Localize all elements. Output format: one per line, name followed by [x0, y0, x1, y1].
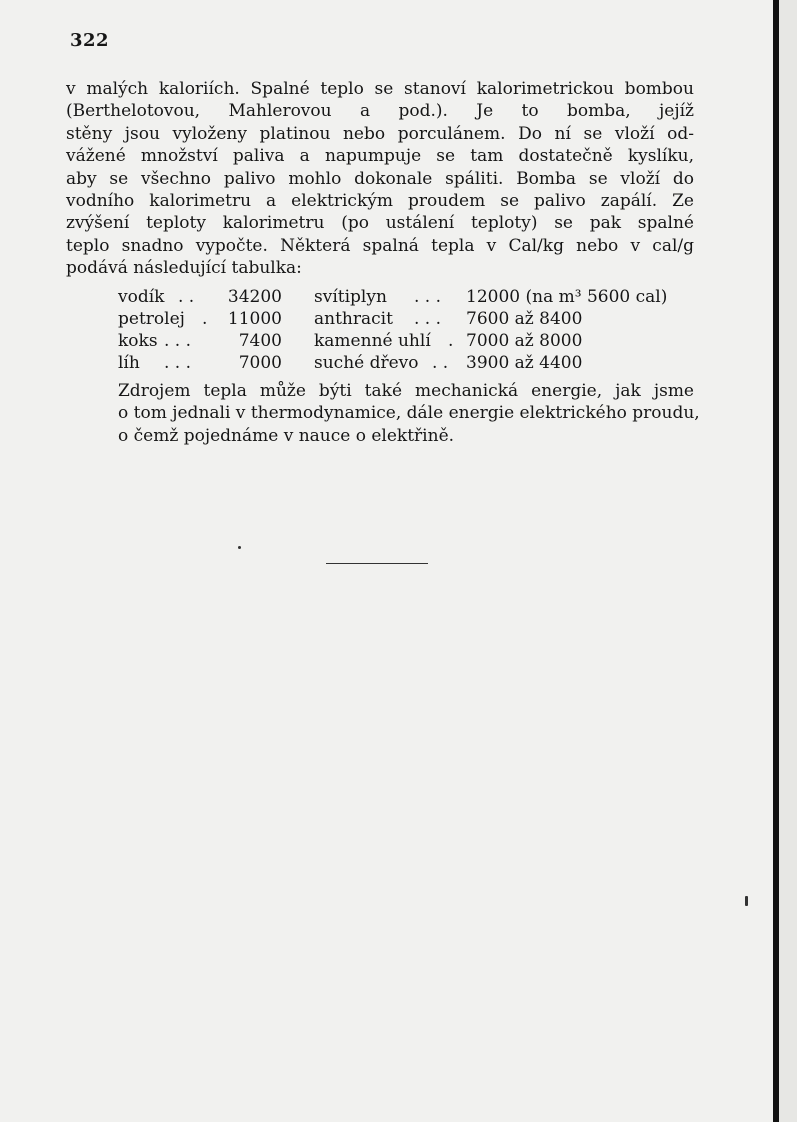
fuel-value: 7400: [238, 331, 282, 351]
fuel-value: 7600 až 8400: [466, 309, 583, 329]
text-line: (Berthelotovou, Mahlerovou a pod.). Je to bomba, jejíž: [66, 101, 694, 122]
print-speck: [745, 896, 748, 906]
leader-dots: .: [448, 331, 454, 351]
text-line: o tom jednali v thermodynamice, dále energie elektrického proudu,: [118, 403, 700, 424]
fuel-value: 34200: [227, 287, 282, 307]
leader-dots: . .: [178, 287, 195, 307]
fuel-name: líh: [118, 353, 140, 373]
fuel-value: 12000 (na m³ 5600 cal): [466, 287, 668, 307]
section-end-rule: [326, 563, 428, 564]
fuel-value: 3900 až 4400: [466, 353, 583, 373]
text-line: vážené množství paliva a napumpuje se tam dostatečně kyslíku,: [66, 146, 694, 167]
leader-dots: . . .: [414, 287, 442, 307]
leader-dots: .: [202, 309, 208, 329]
text-line: zvýšení teploty kalorimetru (po ustálení teploty) se pak spalné: [66, 213, 694, 234]
text-line: aby se všechno palivo mohlo dokonale spáliti. Bomba se vloží do: [66, 168, 694, 189]
leader-dots: . . .: [164, 331, 192, 351]
fuel-name: svítiplyn: [314, 287, 387, 307]
page-margin-right: [779, 0, 797, 1122]
text-line: o čemž pojednáme v nauce o elektřině.: [118, 425, 455, 446]
text-line: stěny jsou vyloženy platinou nebo porculánem. Do ní se vloží od-: [66, 123, 694, 144]
fuel-value: 7000: [238, 353, 282, 373]
text-line: podává následující tabulka:: [66, 258, 302, 279]
paragraph-heat-sources: [66, 380, 700, 447]
fuel-name: vodík: [118, 287, 165, 307]
text-line: vodního kalorimetru a elektrickým proudem se palivo zapálí. Ze: [66, 191, 694, 212]
fuel-name: suché dřevo: [314, 353, 419, 373]
fuel-name: anthracit: [314, 309, 393, 329]
text-line: v malých kaloriích. Spalné teplo se stanoví kalorimetrickou bombou: [66, 79, 694, 99]
fuel-name: petrolej: [118, 309, 185, 329]
leader-dots: . .: [432, 353, 449, 373]
fuel-value: 11000: [227, 309, 282, 329]
text-line: teplo snadno vypočte. Některá spalná tepla v Cal/kg nebo v cal/g: [66, 235, 694, 256]
fuel-value: 7000 až 8000: [466, 331, 583, 351]
book-spine-shadow: [773, 0, 779, 1122]
print-speck: [238, 546, 241, 549]
leader-dots: . . .: [164, 353, 192, 373]
page-number: 322: [70, 30, 110, 51]
fuel-name: kamenné uhlí: [314, 331, 431, 351]
text-line: Zdrojem tepla může býti také mechanická energie, jak jsme: [118, 381, 694, 401]
leader-dots: . . .: [414, 309, 442, 329]
paragraph-calorimetry: [66, 78, 694, 280]
fuel-name: koks: [118, 331, 158, 351]
